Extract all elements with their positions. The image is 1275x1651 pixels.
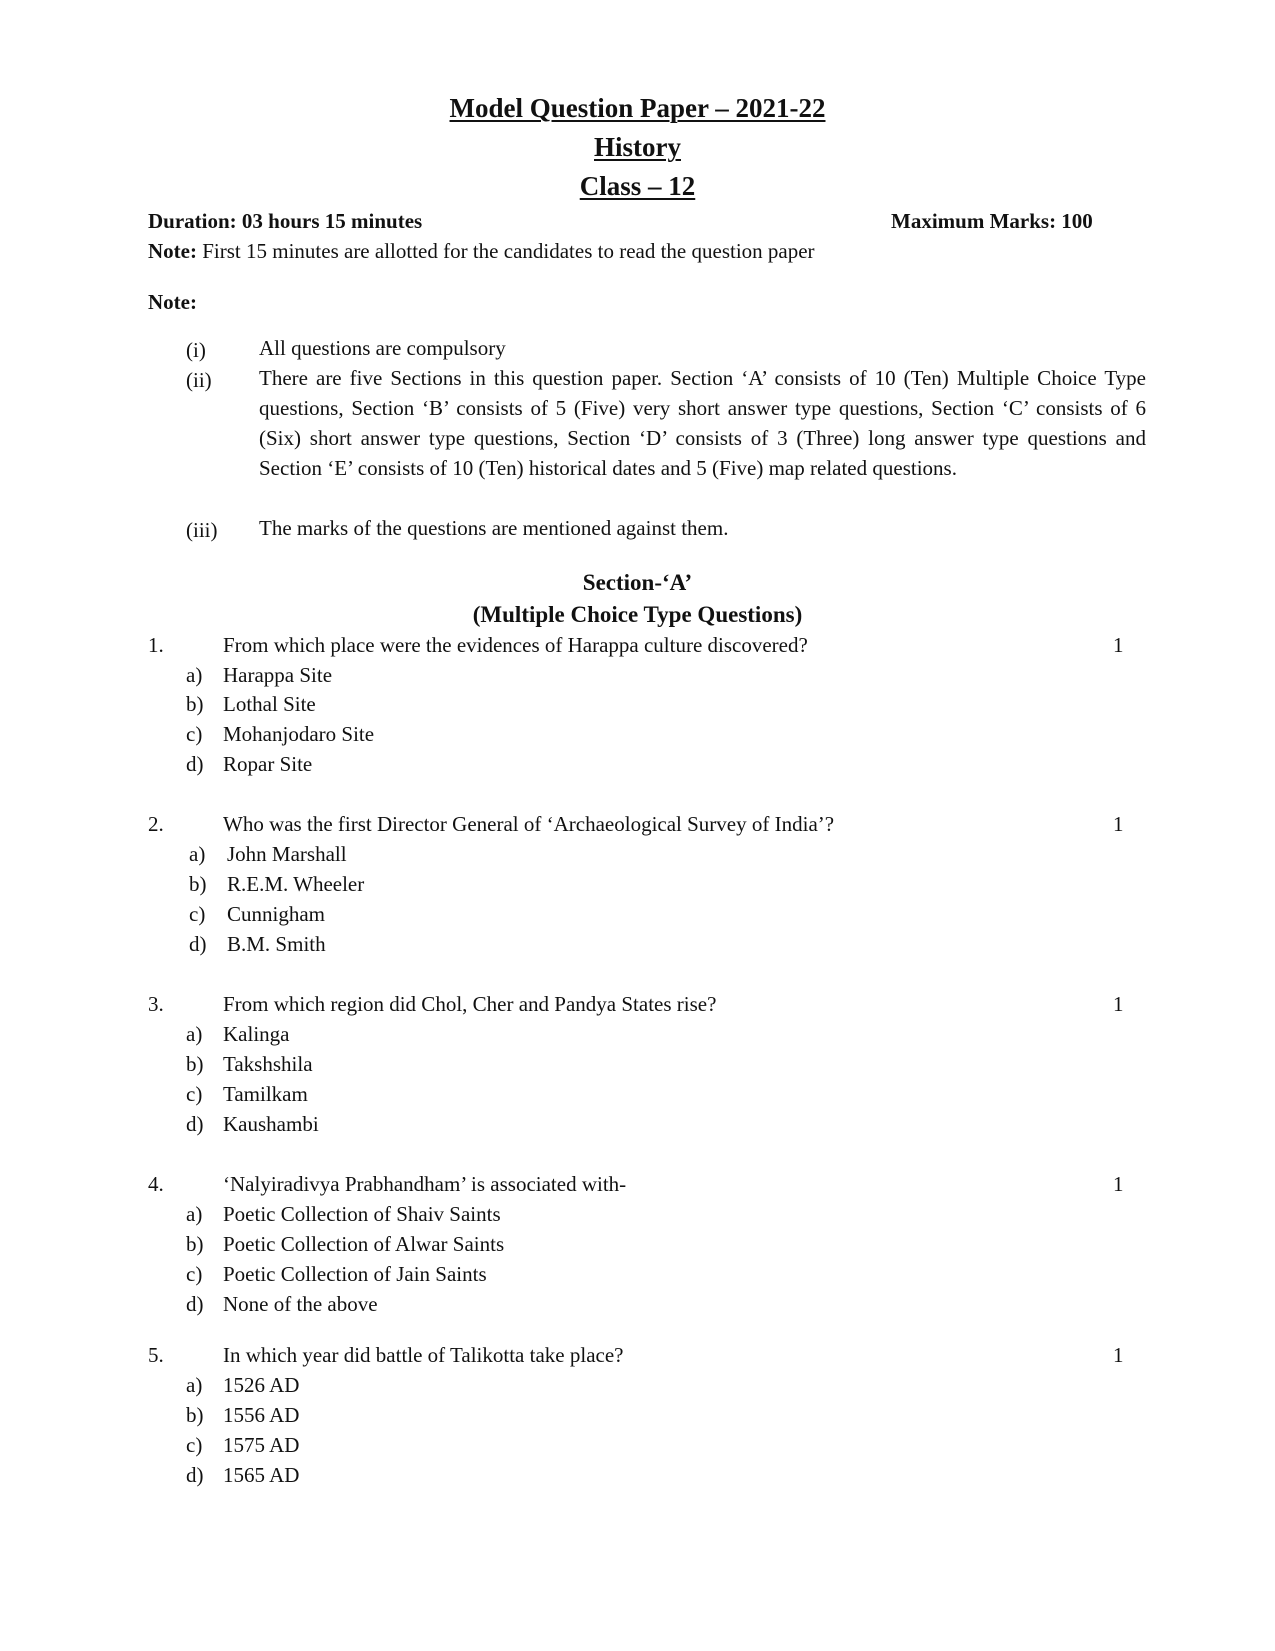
instruction-text: The marks of the questions are mentioned against them. bbox=[259, 516, 729, 540]
option-letter: c) bbox=[189, 902, 206, 926]
option-letter: d) bbox=[186, 1463, 204, 1487]
option-letter: b) bbox=[189, 872, 207, 896]
class-title: Class – 12 bbox=[579, 171, 696, 201]
option-text: None of the above bbox=[223, 1292, 378, 1316]
question-number: 4. bbox=[148, 1172, 164, 1196]
option-letter: b) bbox=[186, 1403, 204, 1427]
option-text: Kalinga bbox=[223, 1022, 290, 1046]
option-letter: d) bbox=[189, 932, 207, 956]
option-text: Takshshila bbox=[223, 1052, 313, 1076]
option-text: 1556 AD bbox=[223, 1403, 300, 1427]
option-letter: a) bbox=[189, 842, 206, 866]
option-text: Lothal Site bbox=[223, 692, 316, 716]
option-text: B.M. Smith bbox=[227, 932, 326, 956]
option-letter: a) bbox=[186, 1202, 203, 1226]
instruction-number: (iii) bbox=[186, 518, 218, 542]
option-letter: c) bbox=[186, 1262, 203, 1286]
reading-note bbox=[148, 239, 815, 264]
option-letter: b) bbox=[186, 1232, 204, 1256]
option-letter: a) bbox=[186, 1022, 203, 1046]
option-letter: d) bbox=[186, 752, 204, 776]
option-text: Mohanjodaro Site bbox=[223, 722, 375, 746]
option-letter: b) bbox=[186, 1052, 204, 1076]
instruction-text: There are five Sections in this question paper. Section ‘A’ consists of 10 (Ten) Multiple Choice Type questions, Section ‘B’ consists of 5 (Five) very short answer type questions, Section ‘C’ consists of 6 (Six) short answer type questions, Section ‘D’ consists of 3 (Three) long answer type questions and Section ‘E’ consists of 10 (Ten) historical dates and 5 (Five) map related questions. bbox=[259, 366, 1146, 480]
option-letter: d) bbox=[186, 1292, 204, 1316]
option-text: Cunnigham bbox=[227, 902, 325, 926]
option-letter: d) bbox=[186, 1112, 204, 1136]
option-text: Kaushambi bbox=[223, 1112, 319, 1136]
option-text: Harappa Site bbox=[223, 663, 333, 687]
question-marks: 1 bbox=[1113, 1343, 1124, 1367]
instruction-text: All questions are compulsory bbox=[259, 336, 506, 360]
reading-note-text: First 15 minutes are allotted for the candidates to read the question paper bbox=[196, 239, 815, 263]
instruction-number: (ii) bbox=[186, 368, 212, 392]
option-letter: a) bbox=[186, 663, 203, 687]
option-text: R.E.M. Wheeler bbox=[227, 872, 365, 896]
instruction-number: (i) bbox=[186, 338, 206, 362]
instructions-label: Note: bbox=[148, 290, 197, 314]
maximum-marks: Maximum Marks: 100 bbox=[891, 209, 1093, 233]
option-letter: b) bbox=[186, 692, 204, 716]
option-text: Ropar Site bbox=[223, 752, 313, 776]
option-letter: c) bbox=[186, 1433, 203, 1457]
section-a-title: Section-‘A’ bbox=[582, 570, 693, 595]
question-text: Who was the first Director General of ‘Archaeological Survey of India’? bbox=[223, 812, 835, 836]
option-text: Tamilkam bbox=[223, 1082, 308, 1106]
duration: Duration: 03 hours 15 minutes bbox=[148, 209, 423, 233]
option-text: Poetic Collection of Alwar Saints bbox=[223, 1232, 505, 1256]
option-text: Poetic Collection of Jain Saints bbox=[223, 1262, 487, 1286]
question-number: 5. bbox=[148, 1343, 164, 1367]
question-marks: 1 bbox=[1113, 992, 1124, 1016]
option-text: Poetic Collection of Shaiv Saints bbox=[223, 1202, 501, 1226]
question-marks: 1 bbox=[1113, 1172, 1124, 1196]
question-number: 1. bbox=[148, 633, 164, 657]
option-letter: c) bbox=[186, 1082, 203, 1106]
reading-note-label: Note: bbox=[148, 239, 197, 263]
question-marks: 1 bbox=[1113, 812, 1124, 836]
option-text: 1565 AD bbox=[223, 1463, 300, 1487]
question-marks: 1 bbox=[1113, 633, 1124, 657]
paper-title: Model Question Paper – 2021-22 bbox=[449, 93, 826, 123]
option-text: John Marshall bbox=[227, 842, 347, 866]
question-text: ‘Nalyiradivya Prabhandham’ is associated with- bbox=[223, 1172, 627, 1196]
question-number: 2. bbox=[148, 812, 164, 836]
question-text: From which place were the evidences of Harappa culture discovered? bbox=[223, 633, 808, 657]
option-letter: a) bbox=[186, 1373, 203, 1397]
question-text: In which year did battle of Talikotta take place? bbox=[223, 1343, 624, 1367]
section-a-subtitle: (Multiple Choice Type Questions) bbox=[472, 602, 803, 627]
subject-title: History bbox=[594, 132, 681, 162]
option-text: 1526 AD bbox=[223, 1373, 300, 1397]
question-number: 3. bbox=[148, 992, 164, 1016]
option-letter: c) bbox=[186, 722, 203, 746]
question-text: From which region did Chol, Cher and Pandya States rise? bbox=[223, 992, 717, 1016]
option-text: 1575 AD bbox=[223, 1433, 300, 1457]
